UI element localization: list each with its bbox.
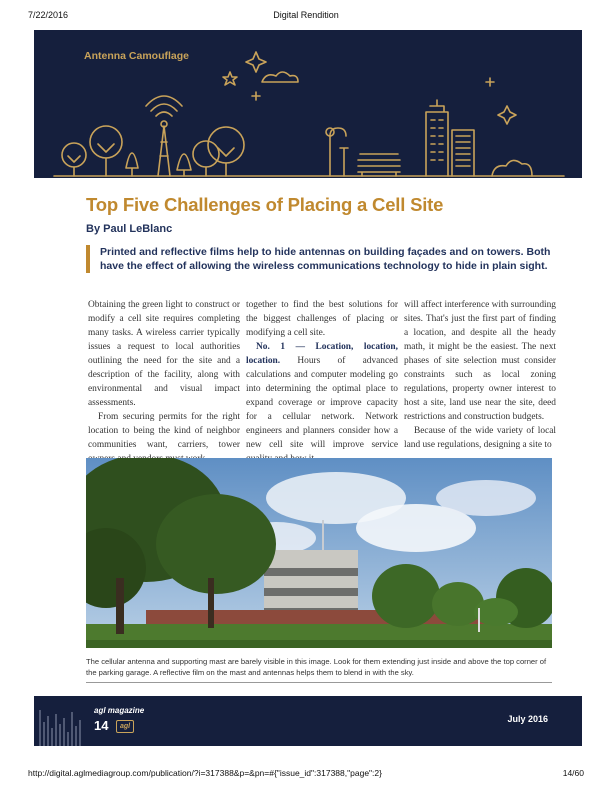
magazine-footer xyxy=(34,696,582,746)
print-title: Digital Rendition xyxy=(273,10,339,20)
subhead-location: No. 1 — Location, location, location. xyxy=(246,342,398,366)
signal-waves-icon xyxy=(146,96,182,116)
magazine-name: agl magazine xyxy=(94,706,145,715)
agl-badge-logo: agl xyxy=(116,720,134,733)
cloud-icon-right xyxy=(492,160,532,176)
paragraph-text: Hours of advanced calculations and computer modeling go into determining the optimal place to expand coverage or improve capacity for a cellular network. Network engineers and planners consider how a new cell site will improve service xyxy=(246,356,398,450)
article-byline: By Paul LeBlanc xyxy=(86,223,173,235)
body-column-3 xyxy=(404,298,556,452)
star-icon xyxy=(223,72,237,85)
plus-sparkle-icon xyxy=(252,92,260,100)
issue-date: July 2016 xyxy=(507,714,548,724)
paragraph: Obtaining the green light to construct or modify a cell site requires completing many tasks. A wireless carrier typically issues a request to local authorities outlining the need for the site and a description of the facility, along with environmental and visual impact assessments. xyxy=(88,300,240,408)
photo-caption: The cellular antenna and supporting mast are barely visible in this image. Look for them extending just inside and above the top corner of the parking garage. A reflective film on the mast and antennas helps them to blend in with the sky. xyxy=(86,657,547,677)
section-label: Antenna Camouflage xyxy=(84,50,190,62)
paragraph: From securing permits for the right location to being the kind of neighbor communities want, carriers, tower xyxy=(88,412,240,450)
body-column-1 xyxy=(88,298,240,466)
paragraph: will affect interference with surrounding sites. That's just the first part of finding a location, and despite all the heady math, it might be the easiest. The next phases of site selection must consider constraints such as local zoning regulations, property owner interest to host a site, land use near the site, deed restrictions and construction budgets. xyxy=(404,300,556,422)
header-banner xyxy=(34,30,582,178)
body-column-2 xyxy=(246,298,398,466)
parking-garage-photo xyxy=(86,458,552,648)
paragraph: together to find the best solutions for the biggest challenges of placing or modifying a cell site. xyxy=(246,300,398,338)
barcode-graphic xyxy=(36,696,86,746)
print-header xyxy=(0,10,612,24)
print-page-count: 14/60 xyxy=(562,768,584,778)
article-deck: Printed and reflective films help to hide antennas on building façades and on towers. Both have the effect of allowing the wireless communications technology to hide in plain sight. xyxy=(86,245,570,273)
print-url[interactable]: http://digital.aglmediagroup.com/publication/?i=317388&p=&pn=#{"issue_id":317388,"page":2} xyxy=(28,768,382,778)
caption-divider xyxy=(86,682,552,683)
page-number: 14 xyxy=(94,718,109,733)
paragraph xyxy=(246,340,398,466)
plus-sparkle-icon-right xyxy=(486,78,494,86)
cloud-icon xyxy=(262,72,298,82)
print-footer xyxy=(0,768,612,782)
article-headline: Top Five Challenges of Placing a Cell Site xyxy=(86,194,444,215)
print-date: 7/22/2016 xyxy=(28,10,69,20)
sparkle-icon xyxy=(246,52,266,72)
paragraph: Because of the wide variety of local land use regulations, designing a site to xyxy=(404,426,556,450)
sparkle-icon-right xyxy=(498,106,516,124)
